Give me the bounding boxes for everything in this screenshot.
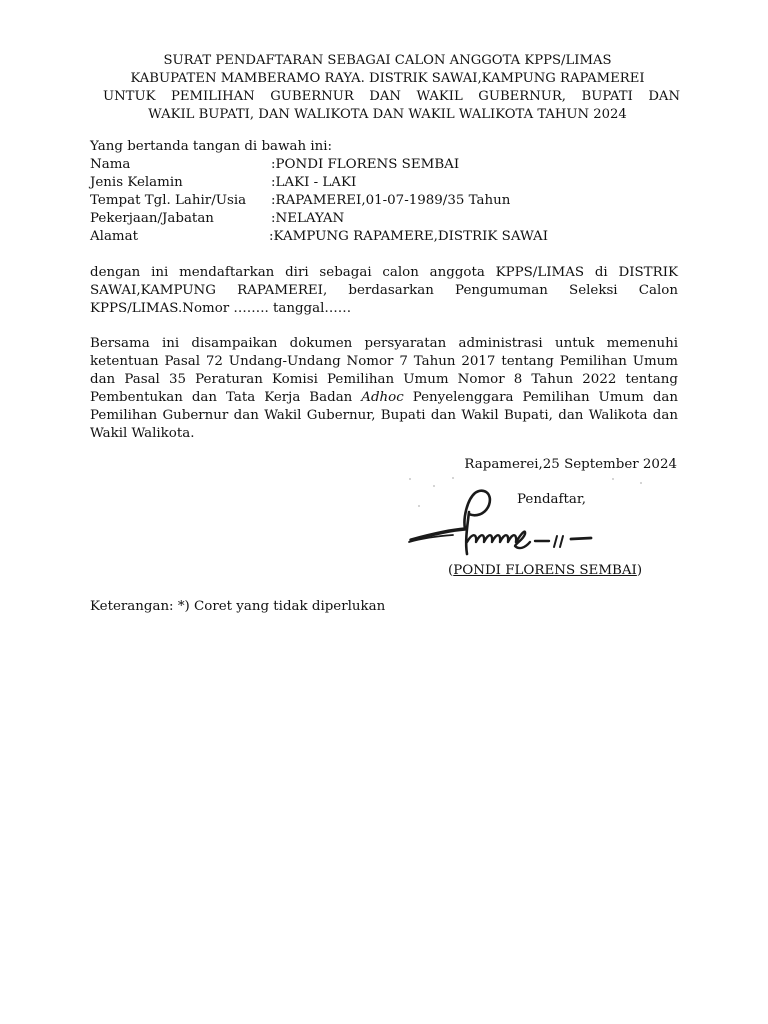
field-label: Jenis Kelamin — [90, 175, 183, 190]
field-row-tempat-tgl-lahir — [90, 192, 680, 210]
field-value: :NELAYAN — [271, 211, 345, 226]
signer-name-open-paren: ( — [448, 563, 454, 578]
field-label: Nama — [90, 157, 131, 172]
field-label: Pekerjaan/Jabatan — [90, 211, 214, 226]
scan-speck — [612, 478, 614, 480]
title-line-4: WAKIL BUPATI, DAN WALIKOTA DAN WAKIL WALIKOTA TAHUN 2024 — [148, 107, 627, 122]
field-row-alamat — [90, 228, 680, 246]
field-value: :PONDI FLORENS SEMBAI — [271, 157, 460, 172]
footnote: Keterangan: *) Coret yang tidak diperlukan — [90, 599, 386, 614]
document-title — [95, 52, 680, 124]
field-value: :KAMPUNG RAPAMERE,DISTRIK SAWAI — [269, 229, 549, 244]
field-row-pekerjaan — [90, 210, 680, 228]
requirements-text-part-1: Bersama ini disampaikan dokumen persyaratan administrasi untuk memenuhi ketentuan Pasal 72 Undang-Undang Nomor 7 Tahun 2017 tentang Pemilihan Umum dan Pasal 35 Peraturan Komisi Pemilihan Umum Nomor 8 Tahun 2022 tentang Pembentukan dan Tata Kerja Badan — [90, 336, 678, 405]
field-row-jenis-kelamin — [90, 174, 680, 192]
requirements-italic-term: Adhoc — [361, 390, 404, 405]
scan-speck — [409, 478, 411, 480]
registration-paragraph: dengan ini mendaftarkan diri sebagai calon anggota KPPS/LIMAS di DISTRIK SAWAI,KAMPUNG RAPAMEREI, berdasarkan Pengumuman Seleksi Calon KPPS/LIMAS.Nomor …….. tanggal…… — [90, 265, 678, 316]
signer-name: PONDI FLORENS SEMBAI — [453, 563, 637, 578]
signer-name-block — [448, 562, 642, 580]
title-line-3: UNTUK PEMILIHAN GUBERNUR DAN WAKIL GUBERNUR, BUPATI DAN — [103, 89, 680, 104]
intro-text: Yang bertanda tangan di bawah ini: — [90, 139, 333, 154]
field-value: :LAKI - LAKI — [271, 175, 357, 190]
scan-speck — [452, 477, 454, 479]
scan-speck — [640, 482, 642, 484]
identity-fields — [90, 156, 680, 246]
field-label: Tempat Tgl. Lahir/Usia — [90, 193, 247, 208]
scan-speck — [418, 505, 420, 507]
signer-role: Pendaftar, — [517, 492, 587, 507]
signer-name-close-paren: ) — [636, 563, 643, 578]
title-line-1: SURAT PENDAFTARAN SEBAGAI CALON ANGGOTA KPPS/LIMAS — [163, 53, 612, 68]
place-date: Rapamerei,25 September 2024 — [464, 457, 677, 472]
field-label: Alamat — [90, 229, 138, 244]
requirements-paragraph — [90, 335, 678, 443]
field-row-nama — [90, 156, 680, 174]
field-value: :RAPAMEREI,01-07-1989/35 Tahun — [271, 193, 511, 208]
scan-speck — [433, 485, 435, 487]
title-line-2: KABUPATEN MAMBERAMO RAYA. DISTRIK SAWAI,KAMPUNG RAPAMEREI — [130, 71, 645, 86]
requirements-text-part-2: Penyelenggara Pemilihan Umum dan Pemilihan Gubernur dan Wakil Gubernur, Bupati dan Wakil Bupati, dan Walikota dan Wakil Walikota. — [90, 390, 678, 441]
